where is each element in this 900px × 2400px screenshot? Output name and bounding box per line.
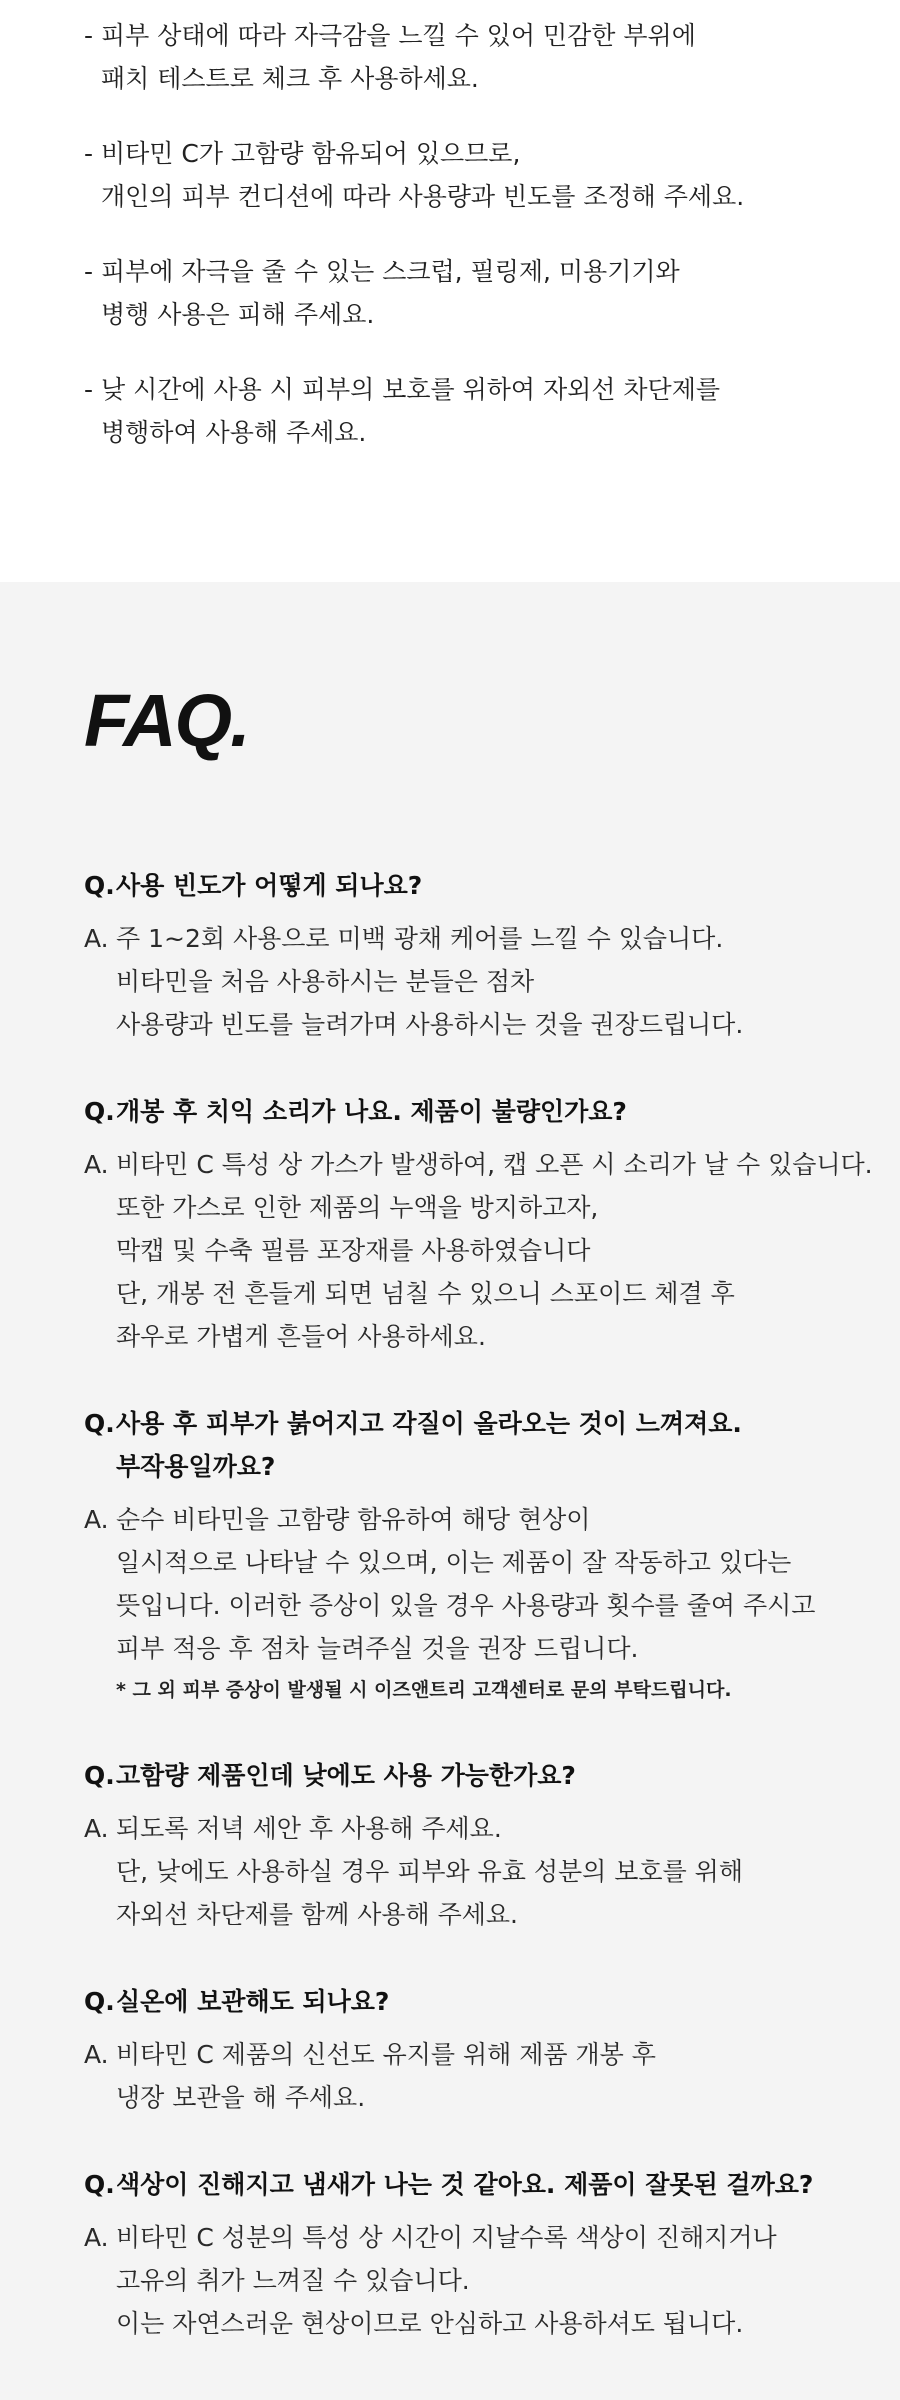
faq-question xyxy=(84,1090,884,1133)
question-prefix: Q. xyxy=(84,1987,115,2016)
faq-question xyxy=(84,864,884,907)
answer-line: 단, 개봉 전 흔들게 되면 넘칠 수 있으니 스포이드 체결 후 xyxy=(116,1279,735,1308)
answer-line: 막캡 및 수축 필름 포장재를 사용하였습니다 xyxy=(116,1236,591,1265)
answer-line: 단, 낮에도 사용하실 경우 피부와 유효 성분의 보호를 위해 xyxy=(116,1857,743,1886)
faq-item xyxy=(84,1402,884,1710)
answer-line: 되도록 저녁 세안 후 사용해 주세요. xyxy=(116,1814,502,1843)
question-prefix: Q. xyxy=(84,1409,115,1438)
answer-line: 고유의 취가 느껴질 수 있습니다. xyxy=(116,2266,470,2295)
caution-section xyxy=(0,0,900,582)
question-text xyxy=(116,1980,389,2023)
answer-text xyxy=(116,1143,873,1358)
faq-answer xyxy=(84,917,884,1046)
answer-line: 이는 자연스러운 현상이므로 안심하고 사용하셔도 됩니다. xyxy=(116,2309,744,2338)
caution-item xyxy=(84,14,864,100)
question-prefix: Q. xyxy=(84,871,115,900)
question-prefix: Q. xyxy=(84,2170,115,2199)
answer-line: 자외선 차단제를 함께 사용해 주세요. xyxy=(116,1900,518,1929)
faq-item xyxy=(84,2163,884,2345)
answer-line: 뜻입니다. 이러한 증상이 있을 경우 사용량과 횟수를 줄여 주시고 xyxy=(116,1591,816,1620)
question-line: 색상이 진해지고 냄새가 나는 것 같아요. 제품이 잘못된 걸까요? xyxy=(116,2170,814,2199)
caution-list xyxy=(84,14,864,486)
caution-item xyxy=(84,250,864,336)
answer-prefix: A. xyxy=(84,1505,109,1534)
answer-prefix: A. xyxy=(84,1814,109,1843)
caution-item xyxy=(84,132,864,218)
question-text xyxy=(116,2163,813,2206)
caution-line: - 피부 상태에 따라 자극감을 느낄 수 있어 민감한 부위에 xyxy=(84,21,696,50)
answer-text xyxy=(116,1807,743,1936)
faq-list xyxy=(84,864,884,2389)
answer-text xyxy=(116,917,743,1046)
question-prefix: Q. xyxy=(84,1761,115,1790)
faq-item xyxy=(84,864,884,1046)
answer-text xyxy=(116,1498,815,1710)
answer-line: 좌우로 가볍게 흔들어 사용하세요. xyxy=(116,1322,486,1351)
answer-prefix: A. xyxy=(84,2040,109,2069)
faq-answer xyxy=(84,2033,884,2119)
faq-item xyxy=(84,1980,884,2119)
faq-item xyxy=(84,1754,884,1936)
faq-section xyxy=(0,582,900,2400)
question-prefix: Q. xyxy=(84,1097,115,1126)
question-text xyxy=(116,1754,576,1797)
question-text xyxy=(116,1402,742,1488)
caution-line: 병행 사용은 피해 주세요. xyxy=(101,300,375,329)
answer-line: 냉장 보관을 해 주세요. xyxy=(116,2083,366,2112)
faq-answer xyxy=(84,1498,884,1710)
faq-question xyxy=(84,2163,884,2206)
faq-question xyxy=(84,1980,884,2023)
answer-line: 또한 가스로 인한 제품의 누액을 방지하고자, xyxy=(116,1193,599,1222)
question-line: 사용 후 피부가 붉어지고 각질이 올라오는 것이 느껴져요. xyxy=(116,1409,742,1438)
faq-title: FAQ. xyxy=(84,679,249,762)
answer-prefix: A. xyxy=(84,2223,109,2252)
question-line: 사용 빈도가 어떻게 되나요? xyxy=(116,871,423,900)
answer-line: 일시적으로 나타날 수 있으며, 이는 제품이 잘 작동하고 있다는 xyxy=(116,1548,792,1577)
caution-line: 병행하여 사용해 주세요. xyxy=(101,418,367,447)
faq-question xyxy=(84,1402,884,1488)
question-text xyxy=(116,864,422,907)
caution-line: 패치 테스트로 체크 후 사용하세요. xyxy=(101,64,479,93)
answer-note: * 그 외 피부 증상이 발생될 시 이즈앤트리 고객센터로 문의 부탁드립니다. xyxy=(116,1679,732,1701)
question-line: 고함량 제품인데 낮에도 사용 가능한가요? xyxy=(116,1761,576,1790)
question-line: 부작용일까요? xyxy=(116,1452,276,1481)
faq-question xyxy=(84,1754,884,1797)
answer-line: 순수 비타민을 고함량 함유하여 해당 현상이 xyxy=(116,1505,591,1534)
answer-line: 주 1~2회 사용으로 미백 광채 케어를 느낄 수 있습니다. xyxy=(116,924,724,953)
question-line: 개봉 후 치익 소리가 나요. 제품이 불량인가요? xyxy=(116,1097,627,1126)
answer-line: 사용량과 빈도를 늘려가며 사용하시는 것을 권장드립니다. xyxy=(116,1010,744,1039)
caution-line: - 낮 시간에 사용 시 피부의 보호를 위하여 자외선 차단제를 xyxy=(84,375,720,404)
answer-line: 비타민 C 특성 상 가스가 발생하여, 캡 오픈 시 소리가 날 수 있습니다. xyxy=(116,1150,873,1179)
answer-line: 피부 적응 후 점차 늘려주실 것을 권장 드립니다. xyxy=(116,1634,639,1663)
answer-text xyxy=(116,2216,777,2345)
faq-answer xyxy=(84,1143,884,1358)
faq-answer xyxy=(84,2216,884,2345)
caution-line: 개인의 피부 컨디션에 따라 사용량과 빈도를 조정해 주세요. xyxy=(101,182,745,211)
answer-prefix: A. xyxy=(84,924,109,953)
faq-answer xyxy=(84,1807,884,1936)
faq-item xyxy=(84,1090,884,1358)
answer-line: 비타민 C 제품의 신선도 유지를 위해 제품 개봉 후 xyxy=(116,2040,656,2069)
answer-text xyxy=(116,2033,656,2119)
question-text xyxy=(116,1090,627,1133)
answer-prefix: A. xyxy=(84,1150,109,1179)
answer-line: 비타민을 처음 사용하시는 분들은 점차 xyxy=(116,967,535,996)
answer-line: 비타민 C 성분의 특성 상 시간이 지날수록 색상이 진해지거나 xyxy=(116,2223,777,2252)
caution-line: - 비타민 C가 고함량 함유되어 있으므로, xyxy=(84,139,521,168)
caution-line: - 피부에 자극을 줄 수 있는 스크럽, 필링제, 미용기기와 xyxy=(84,257,680,286)
question-line: 실온에 보관해도 되나요? xyxy=(116,1987,390,2016)
caution-item xyxy=(84,368,864,454)
